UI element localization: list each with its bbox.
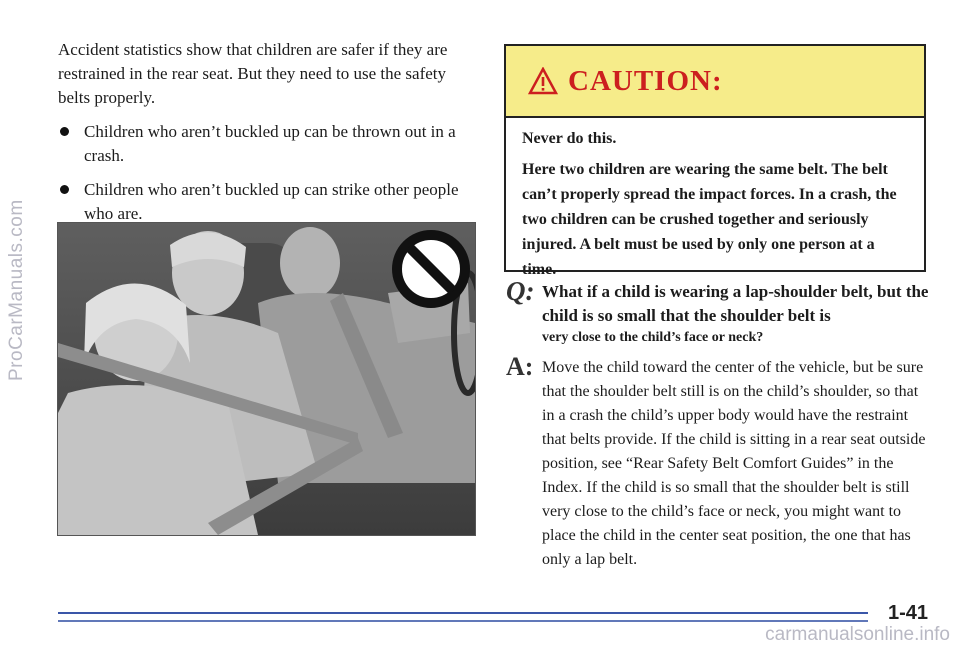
- question-label: Q:: [506, 276, 535, 306]
- question-text: What if a child is wearing a lap-shoulder belt, but the child is so small that the shoulder belt is: [542, 282, 929, 325]
- qa-section: [506, 276, 931, 572]
- illustration-photo: [57, 222, 476, 536]
- caution-title: CAUTION:: [568, 64, 723, 97]
- caution-line-1: Never do this.: [522, 130, 617, 147]
- bullet-text: Children who aren’t buckled up can strike other people who are.: [84, 180, 459, 223]
- answer-text: Move the child toward the center of the vehicle, but be sure that the shoulder belt still is on the child’s shoulder, so that in a crash the child’s upper body would have the restraint that belts provide. If the child is sitting in a rear seat outside position, see “Rear Safety Belt Comfort Guides” in the Index. If the child is so small that the shoulder belt is still very close to the child’s face or neck, you might want to place the child in the center seat position, the one that has only a lap belt.: [542, 359, 926, 568]
- footer-line-top: [58, 612, 868, 614]
- caution-header: [506, 46, 924, 118]
- watermark-side: ProCarManuals.com: [6, 199, 27, 381]
- warning-triangle-icon: [528, 67, 558, 95]
- footer-line-bottom: [58, 620, 868, 622]
- caution-text: Here two children are wearing the same belt. The belt can’t properly spread the impact forces. In a crash, the two children can be crushed together and seriously injured. A belt must be used by only one person at a time.: [522, 161, 897, 278]
- bullet-dot-icon: [60, 127, 69, 136]
- answer-label: A:: [506, 352, 534, 381]
- bullet-dot-icon: [60, 185, 69, 194]
- intro-paragraph: Accident statistics show that children are safer if they are restrained in the rear seat. But they need to use the safety belts properly.: [58, 40, 448, 107]
- question-block: [506, 276, 931, 348]
- left-column: [58, 38, 478, 236]
- bullet-item: [58, 178, 478, 226]
- caution-body: [506, 118, 924, 282]
- answer-block: [506, 352, 931, 572]
- bullet-list: [58, 120, 478, 226]
- caution-box: [504, 44, 926, 278]
- bullet-text: Children who aren’t buckled up can be thrown out in a crash.: [84, 122, 456, 165]
- children-sharing-belt-illustration: [58, 223, 475, 535]
- watermark-bottom: carmanualsonline.info: [765, 624, 950, 645]
- bullet-item: [58, 120, 478, 168]
- question-subtext: very close to the child’s face or neck?: [542, 330, 764, 345]
- page-number: 1-41: [887, 602, 928, 624]
